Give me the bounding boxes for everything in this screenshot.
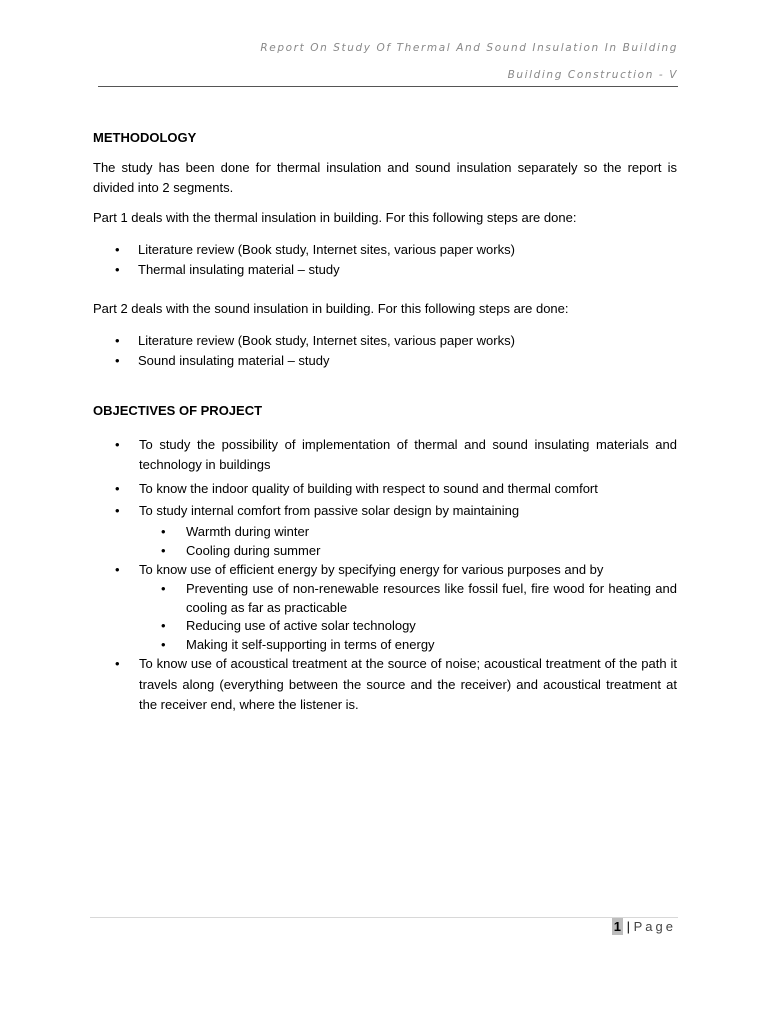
list-item: • Literature review (Book study, Internet sites, various paper works) — [93, 240, 677, 260]
header-subtitle: Building Construction - V — [507, 69, 678, 81]
list-item: • To know the indoor quality of building with respect to sound and thermal comfort — [93, 479, 677, 499]
methodology-heading: METHODOLOGY — [93, 130, 197, 145]
part2-list — [93, 331, 677, 371]
list-item: • To know use of efficient energy by specifying energy for various purposes and by — [93, 560, 677, 580]
list-item: • Reducing use of active solar technology — [93, 617, 677, 636]
list-item: • Warmth during winter — [93, 523, 677, 542]
list-item: • To know use of acoustical treatment at the source of noise; acoustical treatment of the path it travels along (everything between the source and the receiver) and acoustical treatment at the receiver end, where the listener is. — [93, 654, 677, 716]
page-label: Page — [633, 919, 676, 934]
header-title: Report On Study Of Thermal And Sound Insulation In Building — [260, 42, 678, 54]
list-item: • Sound insulating material – study — [93, 351, 677, 371]
comfort-sublist — [93, 523, 677, 560]
part1-list — [93, 240, 677, 280]
objectives-heading: OBJECTIVES OF PROJECT — [93, 403, 263, 418]
energy-sublist — [93, 580, 677, 654]
list-item: • Making it self-supporting in terms of energy — [93, 636, 677, 655]
list-item: • Literature review (Book study, Internet sites, various paper works) — [93, 331, 677, 351]
objective-text: To study internal comfort from passive solar design by maintaining — [139, 503, 520, 518]
page-body — [93, 128, 677, 716]
page-number: 1 — [613, 919, 621, 934]
header-divider — [98, 86, 678, 87]
objectives-list-end — [93, 654, 677, 716]
part2-intro: Part 2 deals with the sound insulation in building. For this following steps are done: — [93, 301, 569, 316]
list-item: • Cooling during summer — [93, 542, 677, 561]
objectives-list-cont — [93, 560, 677, 580]
list-item: • Preventing use of non-renewable resources like fossil fuel, fire wood for heating and cooling as far as practicable — [93, 580, 677, 617]
footer-divider — [90, 917, 678, 918]
list-item: • To study the possibility of implementation of thermal and sound insulating materials and technology in buildings — [93, 435, 677, 475]
methodology-intro: The study has been done for thermal insulation and sound insulation separately so the report is divided into 2 segments. — [93, 160, 677, 195]
objectives-list — [93, 435, 677, 521]
page-footer — [612, 918, 676, 935]
list-item — [93, 501, 677, 521]
list-item: • Thermal insulating material – study — [93, 260, 677, 280]
part1-intro: Part 1 deals with the thermal insulation in building. For this following steps are done: — [93, 210, 577, 225]
page-separator: | — [626, 919, 630, 934]
